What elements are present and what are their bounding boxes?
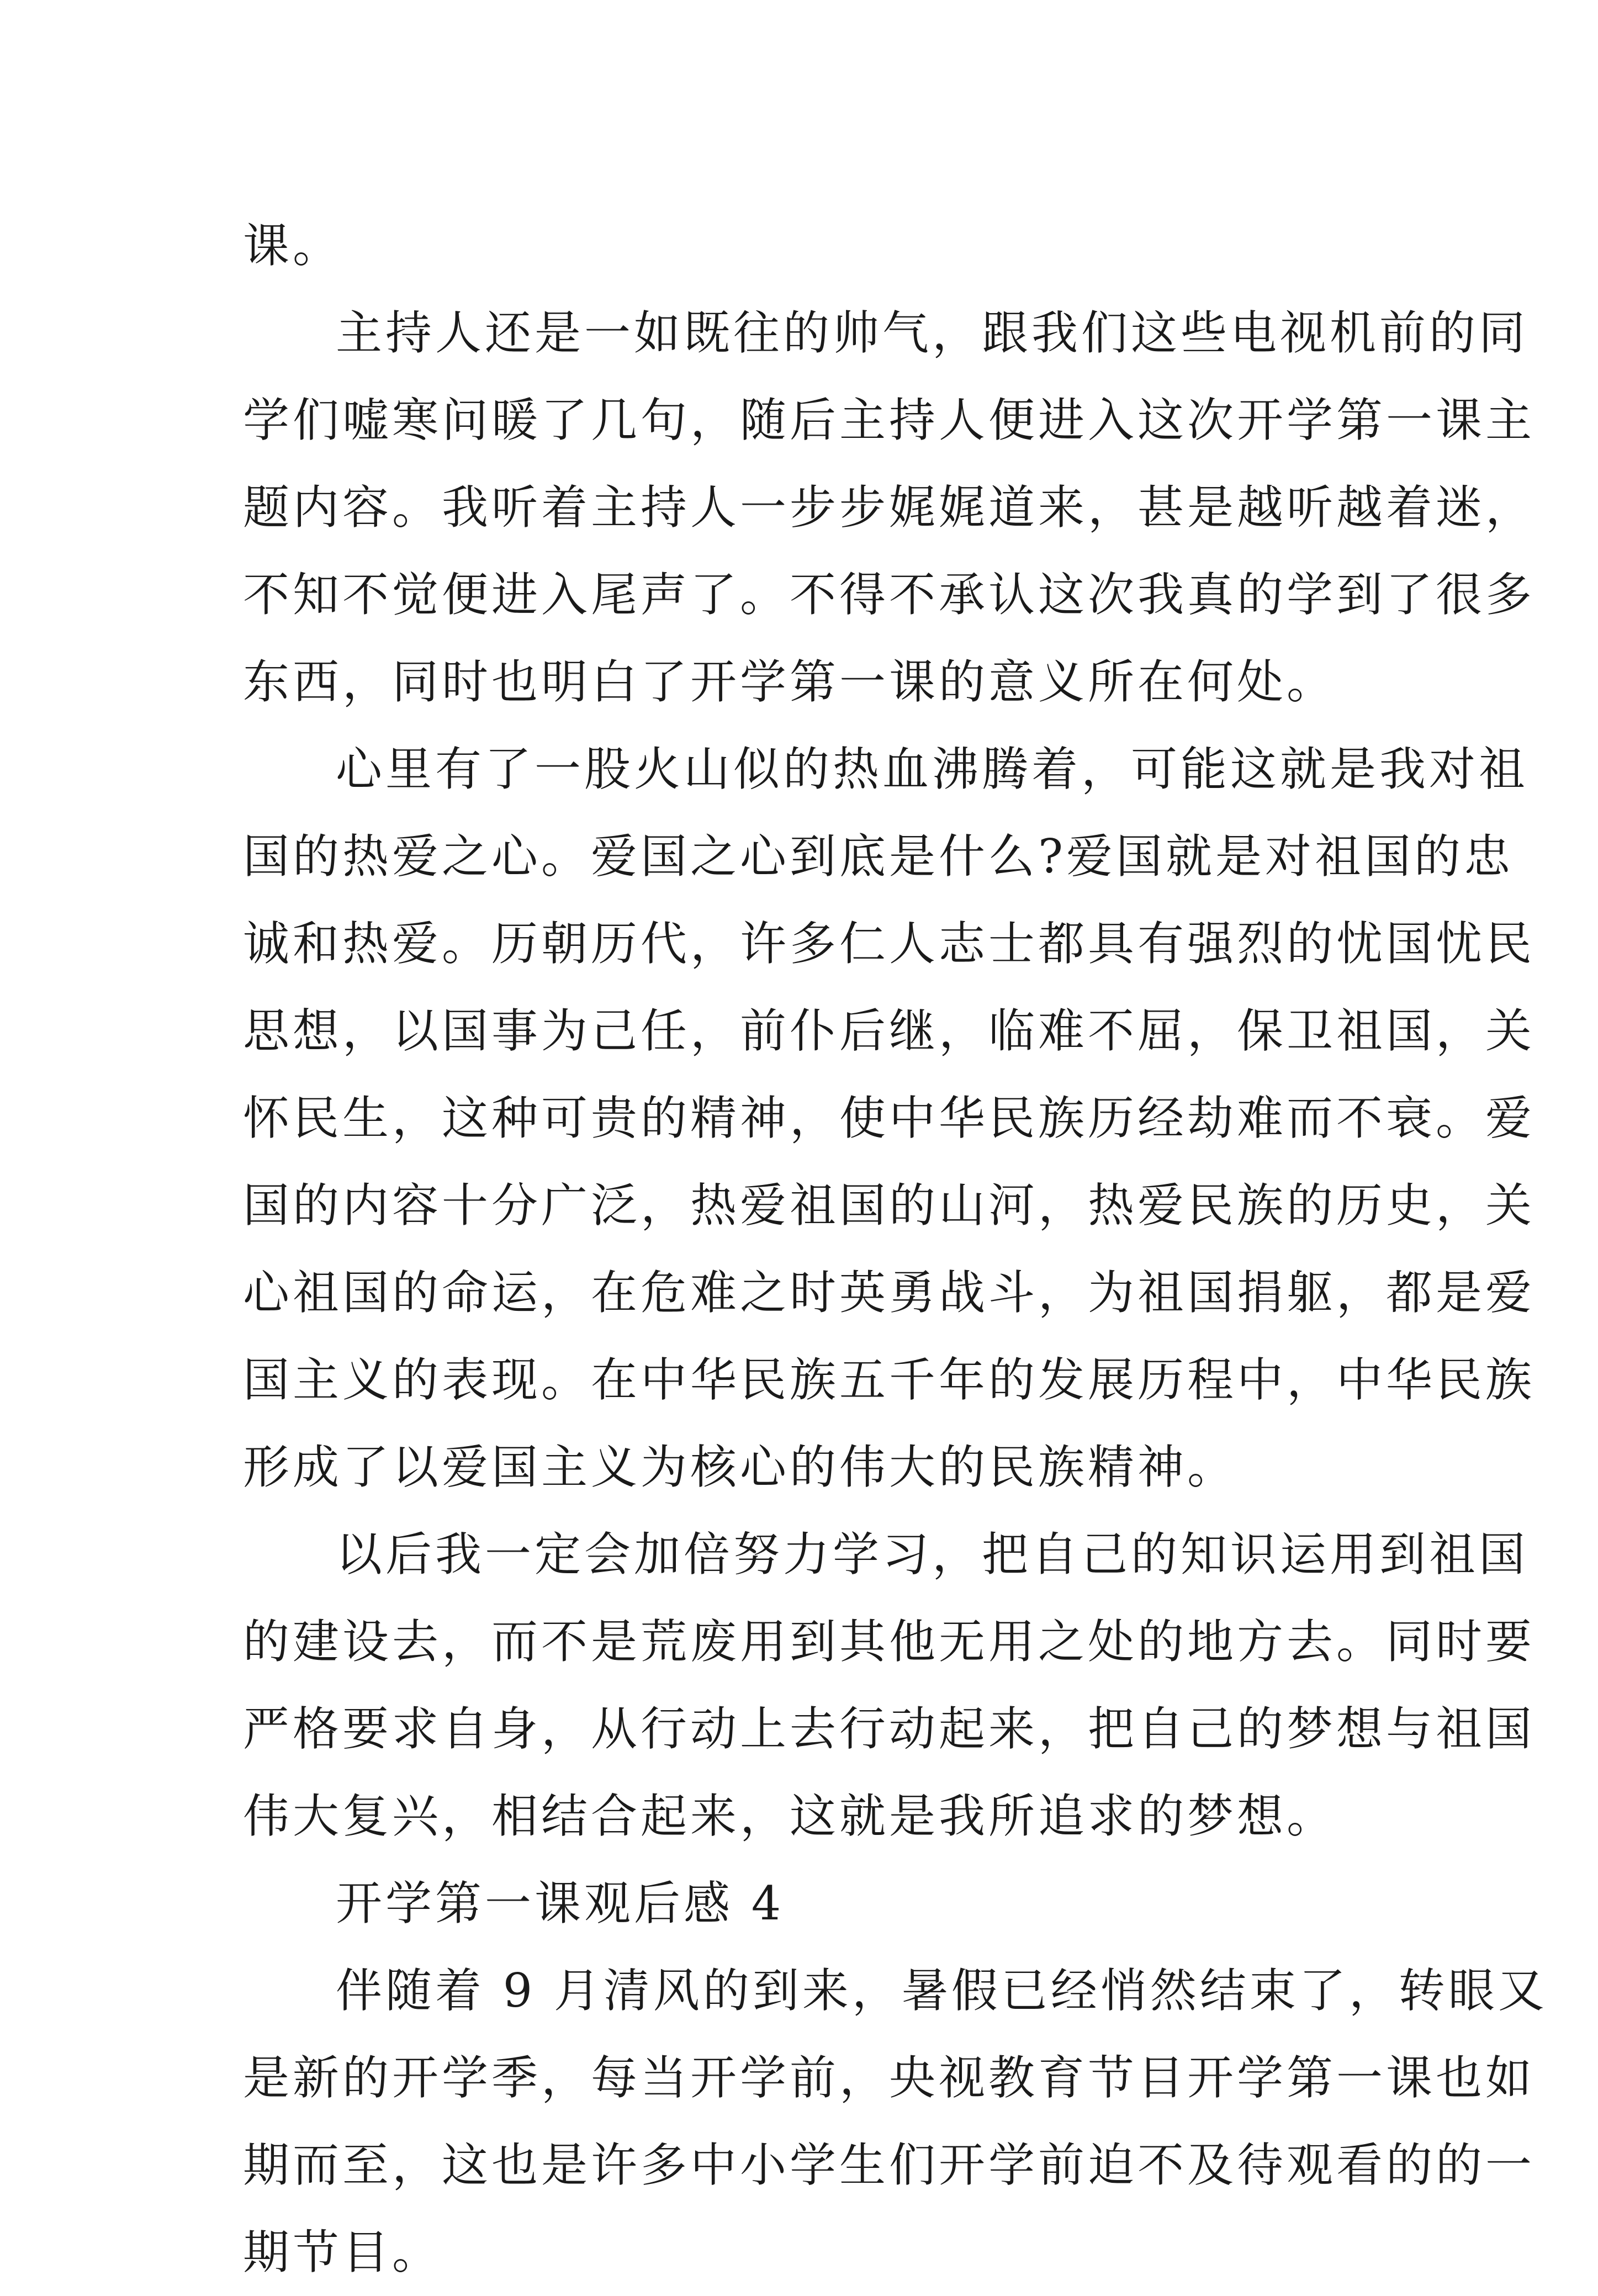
text-line: 心祖国的命运，在危难之时英勇战斗，为祖国捐躯，都是爱 — [243, 1266, 1536, 1320]
text-line: 严格要求自身，从行动上去行动起来，把自己的梦想与祖国 — [243, 1702, 1536, 1756]
paragraph-first-line: 主持人还是一如既往的帅气，跟我们这些电视机前的同 — [336, 306, 1529, 360]
document-body — [243, 202, 1548, 2296]
text-line: 国主义的表现。在中华民族五千年的发展历程中，中华民族 — [243, 1353, 1536, 1407]
paragraph-first-line: 以后我一定会加倍努力学习，把自己的知识运用到祖国 — [336, 1527, 1529, 1581]
text-line: 诚和热爱。历朝历代，许多仁人志士都具有强烈的忧国忧民 — [243, 917, 1536, 971]
text-line: 东西，同时也明白了开学第一课的意义所在何处。 — [243, 655, 1337, 709]
text-line: 的建设去，而不是荒废用到其他无用之处的地方去。同时要 — [243, 1615, 1536, 1669]
text-line: 课。 — [243, 219, 343, 273]
text-line: 怀民生，这种可贵的精神，使中华民族历经劫难而不衰。爱 — [243, 1091, 1536, 1145]
text-line: 期而至，这也是许多中小学生们开学前迫不及待观看的的一 — [243, 2138, 1536, 2192]
text-line: 形成了以爱国主义为核心的伟大的民族精神。 — [243, 1440, 1237, 1494]
text-line: 国的内容十分广泛，热爱祖国的山河，热爱民族的历史，关 — [243, 1178, 1536, 1232]
text-line: 期节目。 — [243, 2225, 442, 2279]
text-line: 思想，以国事为己任，前仆后继，临难不屈，保卫祖国，关 — [243, 1004, 1536, 1058]
paragraph-first-line: 心里有了一股火山似的热血沸腾着，可能这就是我对祖 — [336, 742, 1529, 796]
text-line: 不知不觉便进入尾声了。不得不承认这次我真的学到了很多 — [243, 568, 1536, 622]
paragraph-first-line: 伴随着 9 月清风的到来，暑假已经悄然结束了，转眼又 — [336, 1964, 1548, 2018]
text-line: 伟大复兴，相结合起来，这就是我所追求的梦想。 — [243, 1789, 1337, 1843]
section-heading: 开学第一课观后感 4 — [336, 1876, 785, 1930]
text-line: 学们嘘寒问暖了几句，随后主持人便进入这次开学第一课主 — [243, 393, 1536, 447]
text-line: 是新的开学季，每当开学前，央视教育节目开学第一课也如 — [243, 2051, 1536, 2105]
text-line: 题内容。我听着主持人一步步娓娓道来，甚是越听越着迷， — [243, 480, 1536, 535]
text-line: 国的热爱之心。爱国之心到底是什么?爱国就是对祖国的忠 — [243, 829, 1514, 884]
